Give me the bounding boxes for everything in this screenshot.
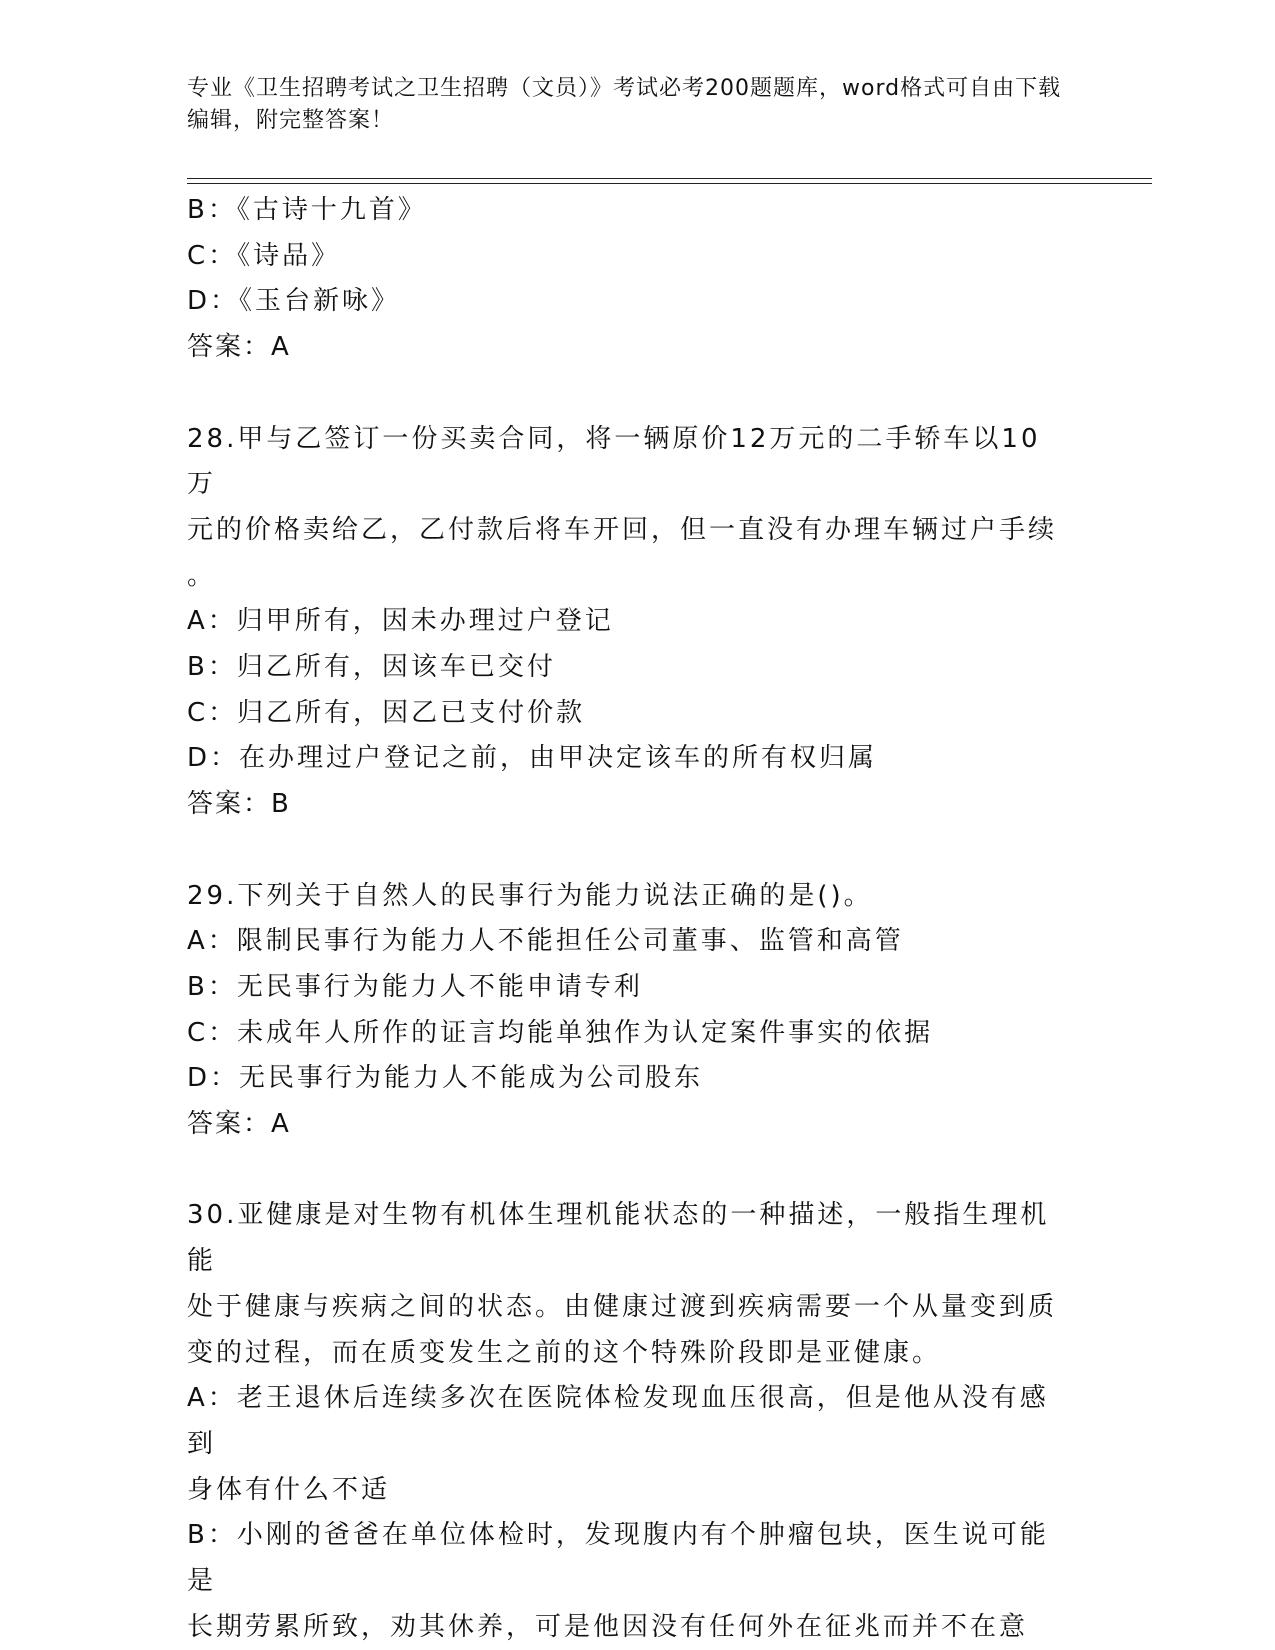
question-text-line: 元的价格卖给乙，乙付款后将车开回，但一直没有办理车辆过户手续 <box>187 514 1058 545</box>
option-b: B：小刚的爸爸在单位体检时，发现腹内有个肿瘤包块，医生说可能是 <box>187 1520 1049 1597</box>
question-28 <box>187 417 1067 828</box>
question-content <box>187 188 1067 1650</box>
option-a-continued: 身体有什么不适 <box>187 1474 391 1505</box>
page-header <box>187 73 1067 137</box>
answer: 答案：A <box>187 1109 291 1140</box>
header-title: 专业《卫生招聘考试之卫生招聘（文员）》考试必考200题题库，word格式可自由下载编辑，附完整答案！ <box>187 76 1062 133</box>
option-a: A：归甲所有，因未办理过户登记 <box>187 606 614 637</box>
option-b: B：《古诗十九首》 <box>187 195 427 225</box>
answer: 答案：B <box>187 789 291 820</box>
spacer <box>187 1148 1067 1194</box>
spacer <box>187 371 1067 417</box>
option-a: A：老王退休后连续多次在医院体检发现血压很高，但是他从没有感到 <box>187 1383 1049 1459</box>
question-text-line: 30.亚健康是对生物有机体生理机能状态的一种描述，一般指生理机能 <box>187 1200 1050 1277</box>
question-text-line: 28.甲与乙签订一份买卖合同，将一辆原价12万元的二手轿车以10万 <box>187 423 1041 500</box>
header-rule-top <box>187 178 1152 179</box>
question-text-line: 变的过程，而在质变发生之前的这个特殊阶段即是亚健康。 <box>187 1337 942 1368</box>
option-c: C：未成年人所作的证言均能单独作为认定案件事实的依据 <box>187 1017 934 1048</box>
option-c: C：《诗品》 <box>187 240 341 271</box>
question-29 <box>187 874 1067 1148</box>
option-b-continued: 长期劳累所致，劝其休养，可是他因没有任何外在征兆而并不在意 <box>187 1611 1029 1642</box>
option-d: D：在办理过户登记之前，由甲决定该车的所有权归属 <box>187 743 878 774</box>
option-c: C：归乙所有，因乙已支付价款 <box>187 697 586 728</box>
question-text-line: 处于健康与疾病之间的状态。由健康过渡到疾病需要一个从量变到质 <box>187 1291 1058 1322</box>
answer: 答案：A <box>187 332 291 363</box>
question-27-tail <box>187 188 1067 371</box>
option-b: B：归乙所有，因该车已交付 <box>187 652 556 683</box>
question-30 <box>187 1193 1067 1650</box>
option-b: B：无民事行为能力人不能申请专利 <box>187 971 643 1002</box>
spacer <box>187 828 1067 874</box>
option-a: A：限制民事行为能力人不能担任公司董事、监管和高管 <box>187 926 904 957</box>
question-text-line: 。 <box>187 560 217 591</box>
option-d: D：《玉台新咏》 <box>187 286 401 317</box>
header-rule-bottom <box>187 183 1152 184</box>
option-d: D：无民事行为能力人不能成为公司股东 <box>187 1063 704 1094</box>
question-text-line: 29.下列关于自然人的民事行为能力说法正确的是()。 <box>187 880 873 911</box>
